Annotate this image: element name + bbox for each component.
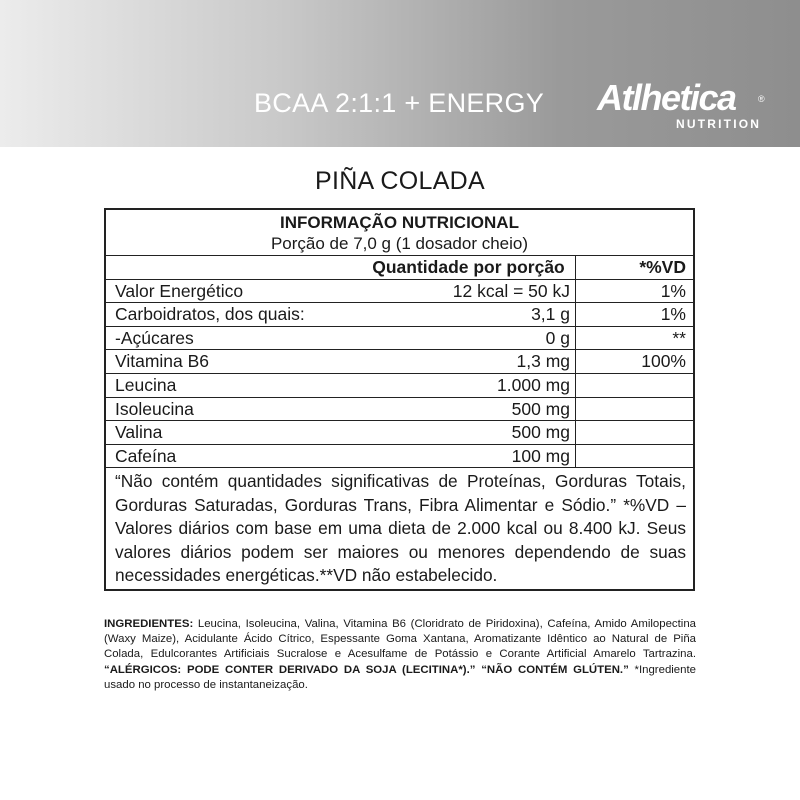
nutrient-amount: 0 g <box>332 327 576 350</box>
header-quantity: Quantidade por porção <box>332 256 576 279</box>
registered-mark: ® <box>758 94 765 104</box>
nutrient-amount: 100 mg <box>332 445 576 468</box>
nutrient-amount: 500 mg <box>332 421 576 444</box>
nutrient-vd <box>576 445 693 468</box>
nutrient-vd <box>576 374 693 397</box>
nutrition-title: INFORMAÇÃO NUTRICIONAL <box>280 213 519 232</box>
table-row <box>106 374 693 398</box>
nutrient-vd: 1% <box>660 304 686 325</box>
nutrient-amount: 500 mg <box>332 398 576 421</box>
nutrition-footnote: “Não contém quantidades significativas de Proteínas, Gorduras Totais, Gorduras Saturadas, Gorduras Trans, Fibra Alimentar e Sódio.” *%VD – Valores diários com base em uma dieta de 2.000 kcal ou 8.400 kJ. Seus valores diários podem ser maiores ou menores dependendo de suas necessidades energéticas.**VD não estabelecido. <box>115 471 686 586</box>
product-title: BCAA 2:1:1 + ENERGY <box>254 88 545 118</box>
table-row <box>106 421 693 445</box>
nutrient-amount: 1.000 mg <box>332 374 576 397</box>
table-row <box>106 303 693 327</box>
nutrient-name: Valor Energético <box>115 280 244 301</box>
nutrient-amount: 3,1 g <box>332 303 576 326</box>
flavor-title: PIÑA COLADA <box>314 167 486 195</box>
nutrient-vd: 100% <box>641 351 686 372</box>
table-row <box>106 398 693 422</box>
portion-size: Porção de 7,0 g (1 dosador cheio) <box>106 234 693 256</box>
brand-name: Atlhetica <box>597 77 736 118</box>
nutrient-name: Carboidratos, dos quais: <box>115 304 305 325</box>
nutrient-name: Cafeína <box>115 445 177 466</box>
ingredients-note: *Ingrediente usado no processo de instantaneização. <box>104 663 696 691</box>
nutrient-name: Vitamina B6 <box>115 351 210 372</box>
table-row <box>106 445 693 469</box>
nutrient-vd: 1% <box>660 280 686 301</box>
brand-subtitle: NUTRITION <box>676 117 762 131</box>
table-row <box>106 280 693 304</box>
table-row <box>106 350 693 374</box>
nutrient-name: Valina <box>115 422 163 443</box>
nutrient-vd <box>576 421 693 444</box>
nutrient-amount: 1,3 mg <box>332 350 576 373</box>
nutrient-vd: ** <box>672 327 686 348</box>
header-vd: *%VD <box>639 257 686 277</box>
ingredients-label: INGREDIENTES: <box>104 618 194 630</box>
header-name-cell <box>106 256 332 279</box>
table-header <box>106 256 693 280</box>
table-row <box>106 327 693 351</box>
brand-logo <box>597 77 767 132</box>
nutrient-name: Leucina <box>115 374 177 395</box>
nutrient-amount: 12 kcal = 50 kJ <box>332 280 576 303</box>
header-banner <box>0 0 800 147</box>
ingredients-text <box>104 617 696 693</box>
nutrition-facts-table <box>104 208 695 591</box>
table-body <box>106 280 693 469</box>
ingredients-list: Leucina, Isoleucina, Valina, Vitamina B6 (Cloridrato de Piridoxina), Cafeína, Amido Amilopectina (Waxy Maize), Acidulante Ácido Cítrico, Espessante Goma Xantana, Aromatizante Idêntico ao Natural de Piña Colada, Edulcorantes Artificiais Sucralose e Acesulfame de Potássio e Corante Artificial Amarelo Tartrazina. <box>104 618 696 661</box>
nutrient-vd <box>576 398 693 421</box>
nutrient-name: -Açúcares <box>115 327 194 348</box>
nutrient-name: Isoleucina <box>115 398 194 419</box>
allergen-warning: “ALÉRGICOS: PODE CONTER DERIVADO DA SOJA (LECITINA*).” “NÃO CONTÉM GLÚTEN.” <box>104 663 629 676</box>
